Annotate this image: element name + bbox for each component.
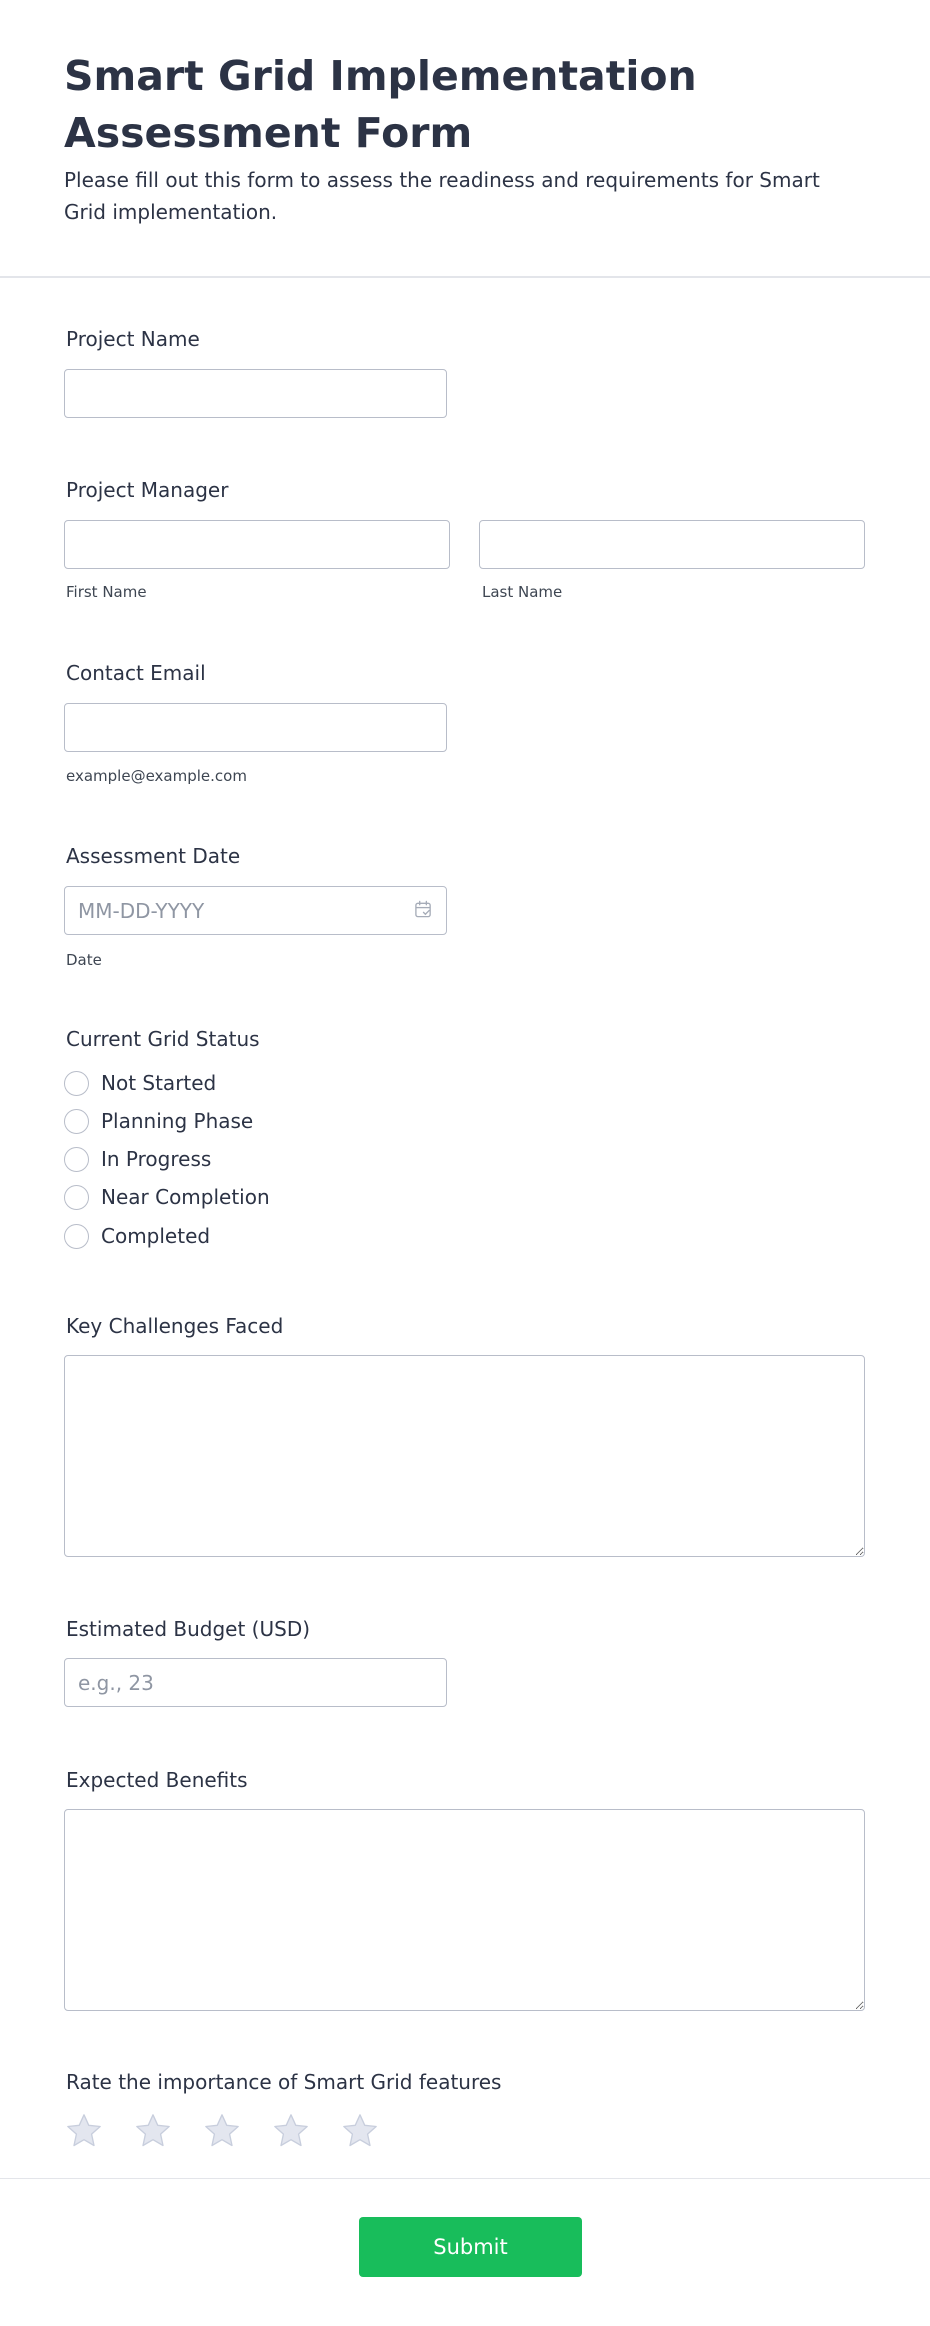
benefits-textarea[interactable] <box>64 1809 865 2011</box>
star-icon[interactable] <box>132 2111 174 2151</box>
project-manager-label: Project Manager <box>66 478 229 502</box>
radio-option-not-started[interactable] <box>64 1069 216 1097</box>
last-name-input[interactable] <box>479 520 865 569</box>
radio-label: In Progress <box>101 1147 212 1171</box>
radio-option-near-completion[interactable] <box>64 1183 270 1211</box>
date-sublabel: Date <box>66 951 102 969</box>
radio-label: Near Completion <box>101 1185 270 1209</box>
form-description: Please fill out this form to assess the readiness and requirements for Smart Grid implementation. <box>64 168 820 224</box>
radio-button[interactable] <box>64 1071 89 1096</box>
star-icon[interactable] <box>201 2111 243 2151</box>
email-sublabel: example@example.com <box>66 767 247 785</box>
radio-option-in-progress[interactable] <box>64 1145 211 1173</box>
first-name-input[interactable] <box>64 520 450 569</box>
radio-button[interactable] <box>64 1147 89 1172</box>
budget-label: Estimated Budget (USD) <box>66 1617 311 1641</box>
project-name-label: Project Name <box>66 327 200 351</box>
challenges-label: Key Challenges Faced <box>66 1314 284 1338</box>
contact-email-label: Contact Email <box>66 661 206 685</box>
radio-button[interactable] <box>64 1185 89 1210</box>
challenges-textarea[interactable] <box>64 1355 865 1557</box>
benefits-label: Expected Benefits <box>66 1768 248 1792</box>
star-icon[interactable] <box>270 2111 312 2151</box>
radio-button[interactable] <box>64 1109 89 1134</box>
project-name-input[interactable] <box>64 369 447 418</box>
star-icon[interactable] <box>339 2111 381 2151</box>
radio-label: Completed <box>101 1224 211 1248</box>
radio-option-planning-phase[interactable] <box>64 1107 253 1135</box>
grid-status-label: Current Grid Status <box>66 1027 260 1051</box>
radio-label: Not Started <box>101 1071 217 1095</box>
calendar-icon[interactable] <box>414 900 433 919</box>
radio-label: Planning Phase <box>101 1109 254 1133</box>
star-icon[interactable] <box>63 2111 105 2151</box>
submit-button[interactable]: Submit <box>359 2217 582 2277</box>
rating-label: Rate the importance of Smart Grid features <box>66 2070 502 2094</box>
date-input[interactable] <box>64 886 447 935</box>
assessment-date-label: Assessment Date <box>66 844 241 868</box>
form-header <box>0 0 930 278</box>
first-name-sublabel: First Name <box>66 583 147 601</box>
radio-option-completed[interactable] <box>64 1222 210 1250</box>
email-field[interactable] <box>64 703 447 752</box>
radio-button[interactable] <box>64 1224 89 1249</box>
last-name-sublabel: Last Name <box>482 583 563 601</box>
form-title: Smart Grid Implementation Assessment Form <box>64 52 697 157</box>
budget-input[interactable] <box>64 1658 447 1707</box>
